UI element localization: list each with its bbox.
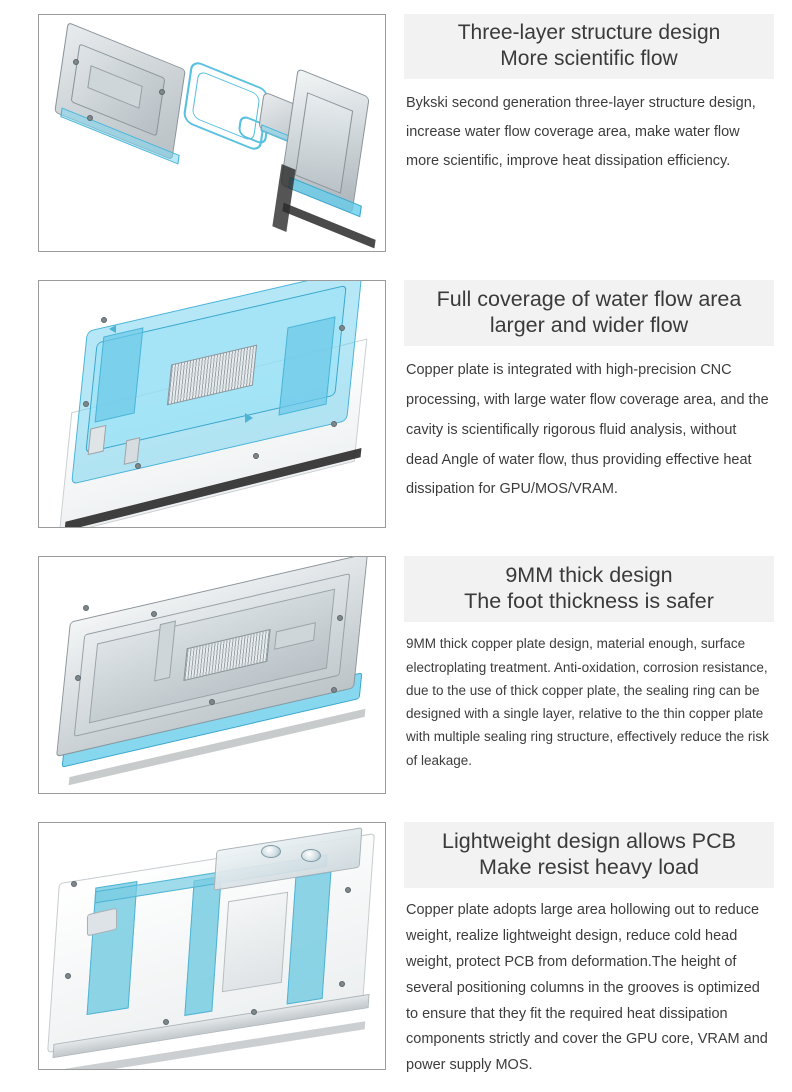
feature-text-column (386, 14, 774, 176)
feature-body-text: Copper plate adopts large area hollowing out to reduce weight, realize lightweight design, reduce cold head weight, protect PCB from deformation.The height of several positioning columns in the grooves is optimized to ensure that they fit the required heat dissipation components strictly and cover the GPU core, VRAM and power supply MOS. (406, 902, 768, 1074)
feature-heading-line1: 9MM thick design (505, 563, 673, 587)
feature-body (404, 622, 774, 771)
feature-heading-line1: Full coverage of water flow area (436, 287, 742, 311)
feature-body (404, 79, 774, 176)
screw-icon (83, 605, 89, 611)
feature-body-text: Copper plate is integrated with high-precision CNC processing, with large water flow coverage area, and the cavity is scientifically rigorous fluid analysis, without dead Angle of water flow, thus providing effective heat dissipation for GPU/MOS/VRAM. (406, 362, 769, 498)
feature-heading (404, 556, 774, 622)
feature-heading-line1: Three-layer structure design (457, 21, 721, 44)
screw-icon (331, 421, 337, 427)
feature-image-column (38, 280, 386, 528)
feature-text-column (386, 280, 774, 505)
screw-icon (163, 1019, 169, 1025)
screw-icon (75, 675, 81, 681)
feature-heading-line2: More scientific flow (500, 46, 678, 70)
feature-image-column (38, 556, 386, 794)
feature-heading (404, 822, 774, 888)
feature-block-three-layer-structure (0, 0, 792, 252)
feature-body-text: Bykski second generation three-layer structure design, increase water flow coverage area, make water flow more scientific, improve heat dissipation efficiency. (406, 95, 756, 170)
feature-text-column (386, 822, 774, 1079)
screw-icon (253, 453, 259, 459)
feature-heading (404, 280, 774, 346)
feature-text-column (386, 556, 774, 772)
center-island-pocket (222, 892, 288, 992)
screw-icon (135, 463, 141, 469)
flow-direction-arrow (245, 413, 253, 423)
screw-icon (339, 981, 345, 987)
standoff-post (124, 437, 141, 465)
screw-icon (345, 887, 351, 893)
figure-exploded-view (38, 14, 386, 252)
screw-icon (337, 615, 343, 621)
feature-heading-line2: The foot thickness is safer (464, 589, 714, 614)
screw-icon (87, 115, 93, 121)
figure-hollowed-copper-plate (38, 822, 386, 1070)
feature-image-column (38, 14, 386, 252)
feature-heading-line1: Lightweight design allows PCB (442, 829, 736, 853)
screw-icon (209, 699, 215, 705)
feature-heading-line2: larger and wider flow (489, 313, 689, 338)
feature-heading (404, 14, 774, 79)
screw-icon (65, 973, 71, 979)
feature-heading-line2: Make resist heavy load (479, 855, 699, 880)
feature-body (404, 346, 774, 505)
screw-icon (71, 881, 77, 887)
standoff-post (88, 425, 107, 455)
water-port-inlet (261, 845, 281, 858)
feature-block-full-coverage-water-flow (0, 280, 792, 528)
feature-body-text: 9MM thick copper plate design, material enough, surface electroplating treatment. Anti-oxidation, corrosion resistance, due to the use of thick copper plate, the sealing ring can be designed with a single layer, relative to the thin copper plate with multiple sealing ring structure, effectively reduce the risk of leakage. (406, 636, 769, 768)
figure-thick-copper-plate (38, 556, 386, 794)
screw-icon (73, 59, 79, 65)
screw-icon (251, 1009, 257, 1015)
screw-icon (151, 611, 157, 617)
figure-water-flow-cavity (38, 280, 386, 528)
screw-icon (339, 325, 345, 331)
water-port-outlet (301, 849, 321, 862)
feature-body (404, 888, 774, 1079)
screw-icon (83, 401, 89, 407)
exploded-body-shadow (282, 203, 375, 249)
screw-icon (331, 687, 337, 693)
screw-icon (159, 89, 165, 95)
flow-direction-arrow (109, 325, 116, 333)
feature-image-column (38, 822, 386, 1070)
exploded-body-shadow-2 (272, 164, 295, 232)
feature-block-nine-mm-thick-design (0, 556, 792, 794)
screw-icon (101, 317, 107, 323)
feature-block-lightweight-design (0, 822, 792, 1079)
